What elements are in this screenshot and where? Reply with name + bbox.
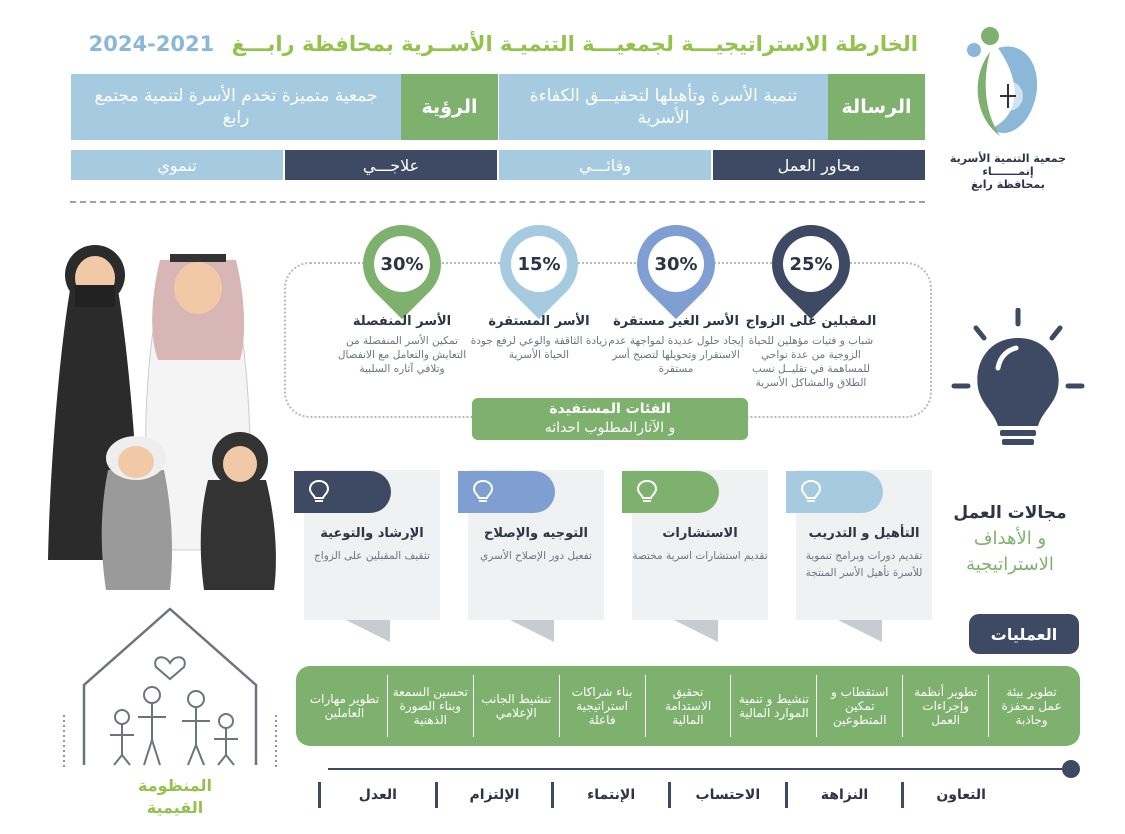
beneficiary-title-stable: الأسر المستقرة (488, 314, 590, 329)
values-title-line-2: القيمية (146, 798, 204, 817)
field-tab-awareness (294, 471, 391, 513)
field-title-guidance: التوجيه والإصلاح (484, 526, 588, 541)
beneficiary-percent-stable: 15% (511, 236, 567, 292)
banner-line-1: الفئات المستفيدة (549, 401, 671, 417)
field-title-awareness: الإرشاد والتوعية (320, 526, 424, 541)
value-item: الاحتساب (668, 782, 785, 808)
operation-item: تطوير أنظمة وإجراءات العمل (902, 675, 988, 737)
page-title-years: 2021-2024 (88, 32, 215, 56)
axis-therapeutic-text: علاجـــي (362, 155, 420, 175)
operation-item: تنشيط الجانب الإعلامي (473, 675, 559, 737)
field-card-fold (674, 620, 718, 642)
axis-header-text: محاور العمل (777, 155, 861, 175)
bulb-small-icon (800, 479, 822, 505)
operations-badge (969, 614, 1079, 654)
values-title (110, 775, 240, 819)
fields-section-title (940, 500, 1080, 578)
logo-line-1: جمعية التنمية الأسرية (949, 152, 1067, 165)
value-item: التعاون (901, 782, 1018, 808)
field-tab-consulting (622, 471, 719, 513)
beneficiary-percent-unstable: 30% (648, 236, 704, 292)
lightbulb-icon (948, 308, 1088, 458)
operation-item: تحسين السمعة وبناء الصورة الذهنية (387, 675, 473, 737)
section-divider (70, 201, 925, 203)
mission-text (499, 74, 828, 140)
beneficiary-percent-separated: 30% (374, 236, 430, 292)
field-card-fold (510, 620, 554, 642)
logo-line-2: إنمـــــــاء (982, 165, 1034, 178)
vision-label-text: الرؤية (421, 96, 478, 118)
field-title-training: التأهيل و التدريب (808, 526, 920, 541)
operation-item: استقطاب و تمكين المتطوعين (816, 675, 902, 737)
beneficiaries-banner (472, 398, 748, 440)
axis-preventive (499, 150, 711, 180)
house-family-icon (60, 605, 280, 775)
logo-line-3: بمحافظة رابغ (971, 178, 1045, 191)
bulb-small-icon (472, 479, 494, 505)
beneficiary-title-engaged: المقبلين على الزواج (745, 314, 877, 329)
fields-title-line-3: الاستراتيجية (966, 554, 1054, 575)
family-illustration (40, 230, 290, 600)
axis-developmental (71, 150, 283, 180)
banner-line-2: و الآثارالمطلوب احداثه (544, 420, 676, 436)
values-row (318, 782, 1018, 808)
house-illustration (60, 605, 280, 775)
fields-title-line-2: و الأهداف (973, 528, 1047, 549)
mission-label-text: الرسالة (841, 96, 912, 118)
value-item: النزاهة (785, 782, 902, 808)
beneficiary-title-separated: الأسر المنفصلة (352, 314, 452, 329)
bulb-small-icon (636, 479, 658, 505)
beneficiary-title-unstable: الأسر الغير مستقرة (613, 314, 739, 329)
value-item: الإلتزام (435, 782, 552, 808)
axis-preventive-text: وقائـــي (578, 155, 632, 175)
operation-item: تطوير بيئة عمل محفزة وجاذبة (988, 675, 1074, 737)
page-title-text: الخارطة الاستراتيجيـــة لجمعيـــة التنميـة الأســرية بمحافظة رابـــغ (231, 32, 918, 56)
beneficiary-percent-engaged: 25% (783, 236, 839, 292)
operation-item: تحقيق الاستدامة المالية (645, 675, 731, 737)
values-line-dot (1062, 760, 1080, 778)
operations-label: العمليات (990, 624, 1058, 644)
logo (960, 18, 1050, 148)
page-title (88, 32, 918, 56)
operation-item: بناء شراكات استراتيجية فاعلة (559, 675, 645, 737)
logo-emblem-icon (960, 18, 1050, 148)
mission-text-value: تنمية الأسرة وتأهيلها لتحقيـــق الكفاءة الأسرية (529, 86, 798, 128)
mission-label (828, 74, 925, 140)
beneficiary-desc-separated: تمكين الأسر المنفصلة من التعايش والتعامل مع الانفصال وتلافي آثاره السلبية (337, 335, 467, 375)
field-desc-guidance: تفعيل دور الإصلاح الأسري (480, 550, 592, 562)
values-line (328, 768, 1070, 770)
field-tab-guidance (458, 471, 555, 513)
bulb-small-icon (308, 479, 330, 505)
beneficiary-desc-stable: زيادة الثاقفة والوعي لرفع جودة الحياة الأسرية (470, 335, 608, 361)
field-tab-training (786, 471, 883, 513)
operations-bar (296, 666, 1080, 746)
vision-label (401, 74, 498, 140)
field-title-consulting: الاستشارات (662, 526, 738, 541)
beneficiary-desc-unstable: إيجاد حلول عديدة لمواجهة عدم الاستقرار وتحويلها لتصبح أسر مستقرة (608, 335, 744, 375)
family-icon (40, 230, 290, 600)
value-item: الإنتماء (551, 782, 668, 808)
value-item: العدل (318, 782, 435, 808)
logo-text (948, 152, 1068, 191)
field-desc-consulting: تقديم استشارات اسرية مختصة (632, 550, 768, 562)
vision-text (71, 74, 401, 140)
field-card-fold (346, 620, 390, 642)
vision-text-value: جمعية متميزة تخدم الأسرة لتنمية مجتمع رابغ (94, 86, 378, 128)
field-desc-training: تقديم دورات وبرامج تنموية للأسرة تأهيل الأسر المنتجة (805, 550, 923, 579)
lightbulb-illustration (948, 308, 1088, 458)
operation-item: تطوير مهارات العاملين (309, 692, 380, 720)
axis-header (713, 150, 925, 180)
beneficiary-desc-engaged: شباب و فتيات مؤهلين للحياة الزوجية من عدة نواحي للمساهمة في تقليــل نسب الطلاق والمشاكل الأسرية (748, 335, 874, 389)
field-card-fold (838, 620, 882, 642)
axis-therapeutic (285, 150, 497, 180)
values-title-line-1: المنظومة (138, 776, 212, 795)
fields-title-line-1: مجالات العمل (953, 503, 1067, 523)
axis-developmental-text: تنموي (157, 155, 197, 175)
field-desc-awareness: تثقيف المقبلين على الزواج (314, 550, 430, 562)
operation-item: تنشيط و تنمية الموارد المالية (730, 675, 816, 737)
